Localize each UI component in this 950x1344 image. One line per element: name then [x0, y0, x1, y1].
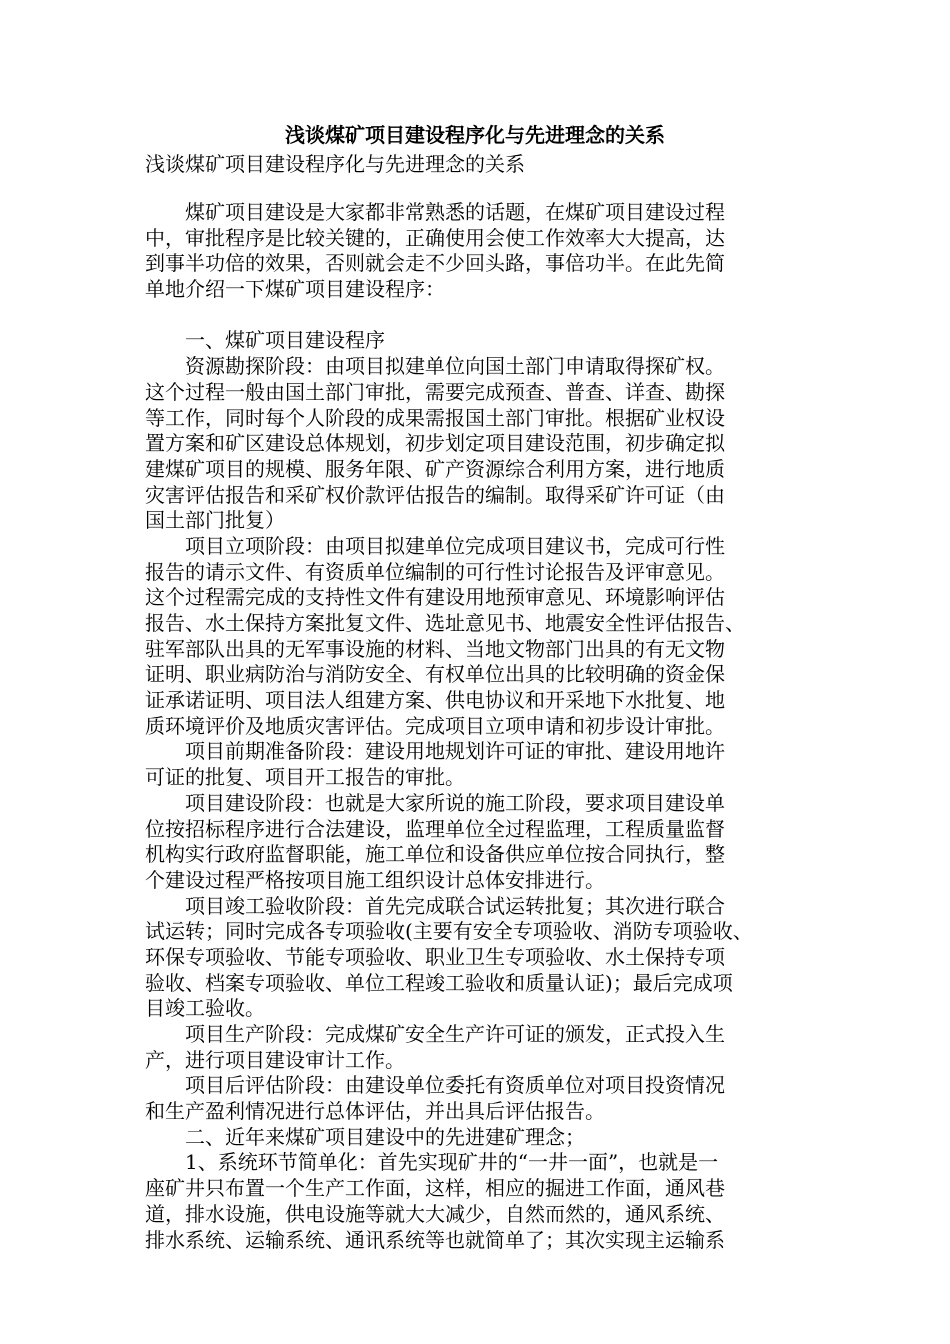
- text-line: 煤矿项目建设是大家都非常熟悉的话题，在煤矿项目建设过程: [145, 200, 725, 224]
- text-line: 质环境评价及地质灾害评估。完成项目立项申请和初步设计审批。: [145, 713, 725, 738]
- text-line: 个建设过程严格按项目施工组织设计总体安排进行。: [145, 867, 605, 892]
- text-line: 项目生产阶段：完成煤矿安全生产许可证的颁发，正式投入生: [145, 1022, 725, 1046]
- text-line: 试运转；同时完成各专项验收(主要有安全专项验收、消防专项验收、: [145, 919, 753, 944]
- text-line: 道，排水设施，供电设施等就大大减少，自然而然的，通风系统、: [145, 1201, 725, 1226]
- text-line: 位按招标程序进行合法建设，监理单位全过程监理，工程质量监督: [145, 816, 725, 841]
- text-line: 置方案和矿区建设总体规划，初步划定项目建设范围，初步确定拟: [145, 431, 725, 456]
- text-line: 验收、档案专项验收、单位工程竣工验收和质量认证)；最后完成项: [145, 970, 733, 995]
- text-line: 灾害评估报告和采矿权价款评估报告的编制。取得采矿许可证（由: [145, 482, 725, 507]
- text-line: 证承诺证明、项目法人组建方案、供电协议和开采地下水批复、地: [145, 688, 725, 713]
- text-line: 这个过程一般由国土部门审批，需要完成预查、普查、详查、勘探: [145, 379, 725, 404]
- text-line: 座矿井只布置一个生产工作面，这样，相应的掘进工作面，通风巷: [145, 1176, 725, 1201]
- text-line: 可证的批复、项目开工报告的审批。: [145, 765, 465, 790]
- text-line: 报告的请示文件、有资质单位编制的可行性讨论报告及评审意见。: [145, 559, 725, 584]
- text-line: 和生产盈利情况进行总体评估，并出具后评估报告。: [145, 1099, 605, 1124]
- text-line: 环保专项验收、节能专项验收、职业卫生专项验收、水土保持专项: [145, 944, 725, 969]
- text-line: 项目后评估阶段：由建设单位委托有资质单位对项目投资情况: [145, 1073, 725, 1098]
- text-line: 机构实行政府监督职能，施工单位和设备供应单位按合同执行，整: [145, 842, 725, 867]
- text-line: 单地介绍一下煤矿项目建设程序：: [145, 277, 445, 302]
- text-line: 项目立项阶段：由项目拟建单位完成项目建议书，完成可行性: [145, 533, 725, 558]
- text-line: 建煤矿项目的规模、服务年限、矿产资源综合利用方案，进行地质: [145, 456, 725, 481]
- blank-line: [145, 303, 817, 329]
- text-line: 二、近年来煤矿项目建设中的先进建矿理念；: [145, 1124, 585, 1149]
- text-line: 驻军部队出具的无军事设施的材料、当地文物部门出具的有无文物: [145, 636, 725, 661]
- text-line: 排水系统、运输系统、通讯系统等也就简单了；其次实现主运输系: [145, 1227, 725, 1252]
- text-line: 这个过程需完成的支持性文件有建设用地预审意见、环境影响评估: [145, 585, 725, 610]
- text-line: 资源勘探阶段：由项目拟建单位向国土部门申请取得探矿权。: [145, 354, 725, 379]
- text-line: 产，进行项目建设审计工作。: [145, 1047, 405, 1072]
- text-line: 中，审批程序是比较关键的，正确使用会使工作效率大大提高，达: [145, 225, 725, 250]
- text-line: 项目前期准备阶段：建设用地规划许可证的审批、建设用地许: [145, 739, 725, 764]
- text-line: 一、煤矿项目建设程序: [145, 328, 385, 353]
- text-line: 报告、水土保持方案批复文件、选址意见书、地震安全性评估报告、: [145, 611, 745, 635]
- document-title: 浅谈煤矿项目建设程序化与先进理念的关系: [285, 123, 665, 147]
- text-line: 等工作，同时每个人阶段的成果需报国土部门审批。根据矿业权设: [145, 405, 725, 430]
- text-line: 国土部门批复）: [145, 508, 285, 533]
- document-body: [145, 200, 817, 1253]
- text-line: 项目竣工验收阶段：首先完成联合试运转批复；其次进行联合: [145, 893, 725, 918]
- text-line: 项目建设阶段：也就是大家所说的施工阶段，要求项目建设单: [145, 790, 725, 815]
- text-line: 到事半功倍的效果，否则就会走不少回头路，事倍功半。在此先简: [145, 251, 725, 276]
- document-subtitle: 浅谈煤矿项目建设程序化与先进理念的关系: [145, 152, 525, 176]
- text-line: 1、系统环节简单化：首先实现矿井的“一井一面”，也就是一: [145, 1150, 719, 1175]
- text-line: 证明、职业病防治与消防安全、有权单位出具的比较明确的资金保: [145, 662, 725, 687]
- text-line: 目竣工验收。: [145, 996, 265, 1021]
